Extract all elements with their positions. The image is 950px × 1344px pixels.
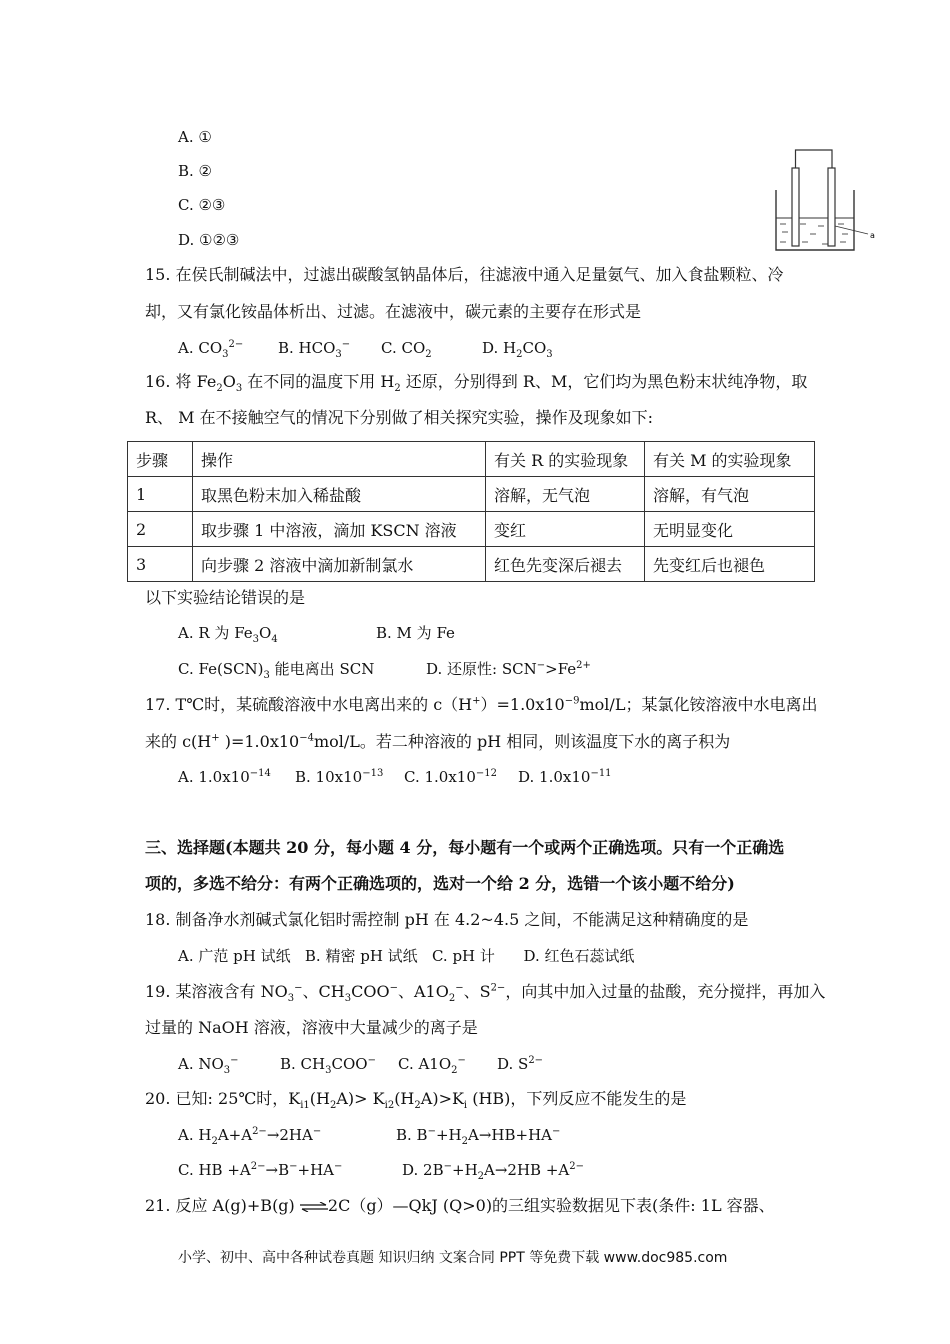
equilibrium-arrow-icon (300, 1202, 328, 1212)
table-cell: 红色先变深后褪去 (486, 547, 645, 582)
table-header-row (128, 442, 815, 477)
q15-option-c: C. $CO_2$ (381, 339, 432, 360)
q19-option-d: D. $S^{2-}$ (497, 1055, 544, 1073)
q14-option-d: D. ①②③ (178, 231, 240, 249)
q14-option-c: C. ②③ (178, 196, 226, 214)
electrolysis-figure (772, 146, 882, 254)
q21-stem: 21. 反应 A(g)+B(g) 2C（g）—QkJ (Q>0)的三组实验数据见下表(条件: 1L 容器、 (145, 1196, 775, 1215)
table-cell: 无明显变化 (645, 512, 815, 547)
q19-option-a: A. $NO_3^-$ (178, 1055, 239, 1076)
q16-option-d: D. 还原性: $SCN^->Fe^{2+}$ (426, 660, 591, 678)
table-row (128, 477, 815, 512)
table-header-cell: 有关 M 的实验现象 (645, 442, 815, 477)
section3-heading-line1: 三、选择题(本题共 20 分，每小题 4 分，每小题有一个或两个正确选项。只有一个正确选 (145, 838, 785, 857)
q16-option-b: B. M 为 Fe (376, 624, 455, 642)
q17-option-d: D. $1.0x10^{-11}$ (518, 768, 612, 786)
table-cell: 2 (128, 512, 193, 547)
q20-option-b: B. $B^-+H_2A\to HB+HA^-$ (396, 1126, 561, 1147)
section3-heading-line2: 项的，多选不给分：有两个正确选项的，选对一个给 2 分，选错一个该小题不给分) (145, 874, 735, 893)
q15-option-a: A. $CO_3^{2-}$ (178, 339, 244, 360)
q14-option-b: B. ② (178, 162, 213, 180)
q20-stem: 20. 已知: 25℃时，$K_{i1}(H_2A)> K_{i2}(H_2A)>K_i$ (HB)，下列反应不能发生的是 (145, 1089, 687, 1112)
q16-stem-line2: R、 M 在不接触空气的情况下分别做了相关探究实验，操作及现象如下: (145, 408, 653, 427)
table-row (128, 547, 815, 582)
q18-stem: 18. 制备净水剂碱式氯化铝时需控制 pH 在 4.2~4.5 之间，不能满足这种精确度的是 (145, 910, 749, 929)
q17-stem-line2: 来的 c(H+ )$=1.0x10^{-4}mol/L$。若二种溶液的 pH 相同，则该温度下水的离子积为 (145, 732, 731, 751)
q19-stem-line2: 过量的 NaOH 溶液，溶液中大量减少的离子是 (145, 1018, 478, 1037)
q20-option-a: A. $H_2A+A^{2-}\to 2HA^-$ (178, 1126, 322, 1147)
table-header-cell: 步骤 (128, 442, 193, 477)
q19-option-c: C. $A1O_2^-$ (398, 1055, 466, 1076)
q15-stem-line1: 15. 在侯氏制碱法中，过滤出碳酸氢钠晶体后，往滤液中通入足量氨气、加入食盐颗粒、冷 (145, 265, 784, 284)
table-cell: 溶解，有气泡 (645, 477, 815, 512)
q20-option-d: D. $2B^-+H_2A\to 2HB +A^{2-}$ (402, 1161, 584, 1182)
table-row (128, 512, 815, 547)
figure-label: a (870, 231, 875, 240)
table-cell: 取步骤 1 中溶液，滴加 KSCN 溶液 (193, 512, 486, 547)
electrode-right (828, 168, 835, 246)
table-cell: 变红 (486, 512, 645, 547)
page-footer: 小学、初中、高中各种试卷真题 知识归纳 文案合同 PPT 等免费下载 www.doc985.com (178, 1250, 728, 1266)
table-header-cell: 操作 (193, 442, 486, 477)
experiment-table (127, 441, 815, 582)
table-cell: 向步骤 2 溶液中滴加新制氯水 (193, 547, 486, 582)
label-pointer (835, 226, 868, 234)
table-cell: 先变红后也褪色 (645, 547, 815, 582)
q15-option-d: D. $H_2CO_3$ (482, 339, 553, 360)
q16-option-c: C. $Fe(SCN)_3$ 能电离出 SCN (178, 660, 375, 681)
q16-conclusion: 以下实验结论错误的是 (145, 588, 306, 607)
q20-option-c: C. HB $+A^{2-}\to B^-+HA^-$ (178, 1161, 343, 1179)
q17-stem-line1: 17. T℃时，某硫酸溶液中水电离出来的 $c(H^+)=1.0x10^{-9}mol/L$；某氯化铵溶液中水电离出 (145, 695, 818, 714)
table-cell: 3 (128, 547, 193, 582)
table-cell: 溶解，无气泡 (486, 477, 645, 512)
q16-stem-line1: 16. 将 $Fe_2O_3$ 在不同的温度下用 $H_2$ 还原，分别得到 R、M，它们均为黑色粉末状纯净物，取 (145, 372, 808, 395)
q15-option-b: B. $HCO_3^-$ (278, 339, 351, 360)
q15-stem-line2: 却，又有氯化铵晶体析出、过滤。在滤液中，碳元素的主要存在形式是 (145, 302, 642, 321)
q19-option-b: B. $CH_3COO^-$ (280, 1055, 376, 1076)
beaker (776, 190, 854, 250)
q17-option-b: B. $10x10^{-13}$ (295, 768, 384, 786)
q14-option-a: A. ① (178, 128, 212, 146)
table-cell: 1 (128, 477, 193, 512)
table-header-cell: 有关 R 的实验现象 (486, 442, 645, 477)
table-cell: 取黑色粉末加入稀盐酸 (193, 477, 486, 512)
q16-option-a: A. R 为 $Fe_3O_4$ (178, 624, 278, 645)
q18-options: A. 广范 pH 试纸 B. 精密 pH 试纸 C. pH 计 D. 红色石蕊试纸 (178, 947, 635, 965)
electrode-left (792, 168, 799, 246)
wire (796, 150, 833, 168)
q19-stem-line1: 19. 某溶液含有 $NO_3^-$、$CH_3COO^-$、$A1O_2^-$、$S^{2-}$，向其中加入过量的盐酸，充分搅拌，再加入 (145, 982, 826, 1005)
q17-option-a: A. $1.0x10^{-14}$ (178, 768, 271, 786)
q17-option-c: C. $1.0x10^{-12}$ (404, 768, 497, 786)
